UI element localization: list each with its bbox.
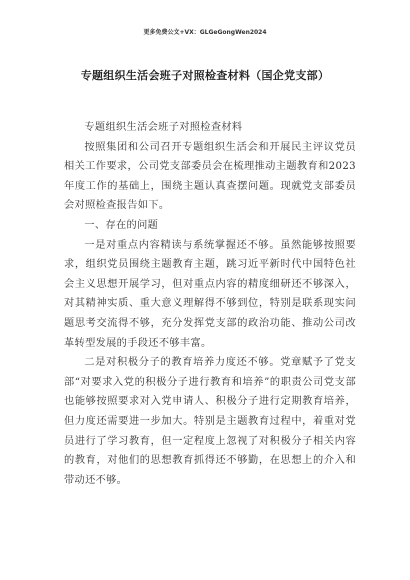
paragraph-problem-2: 二是对积极分子的教育培养力度还不够。党章赋予了党支部“对要求入党的积极分子进行教育和培养”的职责公司党支部也能够按照要求对入党申请人、积极分子进行定期教育培养，但力度还需要进一步加大。特别是主题教育过程中，着重对党员进行了学习教育，但一定程度上忽视了对积极分子相关内容的教育，对他们的思想教育抓得还不够勤，在思想上的介入和带动还不够。	[64, 357, 356, 486]
paragraph-intro: 按照集团和公司召开专题组织生活会和开展民主评议党员相关工作要求，公司党支部委员会在梳理推动主题教育和2023年度工作的基础上，围绕主题认真查摆问题。现就党支部委员会对照检查报告如下。	[64, 141, 356, 212]
paragraph-subtitle: 专题组织生活会班子对照检查材料	[84, 122, 243, 133]
header-note: 更多免费公文+VX：GLGeGongWen2024	[143, 29, 267, 36]
document-body	[64, 118, 356, 490]
paragraph-problem-1: 一是对重点内容精读与系统掌握还不够。虽然能够按照要求，组织党员围绕主题教育主题，跳习近平新时代中国特色社会主义思想开展学习，但对重点内容的精度细研还不够深入，对其精神实质、重大意义理解得不够到位，特别是联系现实问题思考交流得不够，充分发挥党支部的政治功能、推动公司改革转型发展的手段还不够丰富。	[64, 239, 356, 349]
section-heading-problems: 一、存在的问题	[84, 219, 159, 231]
document-title: 专题组织生活会班子对照检查材料（国企党支部）	[80, 69, 330, 82]
